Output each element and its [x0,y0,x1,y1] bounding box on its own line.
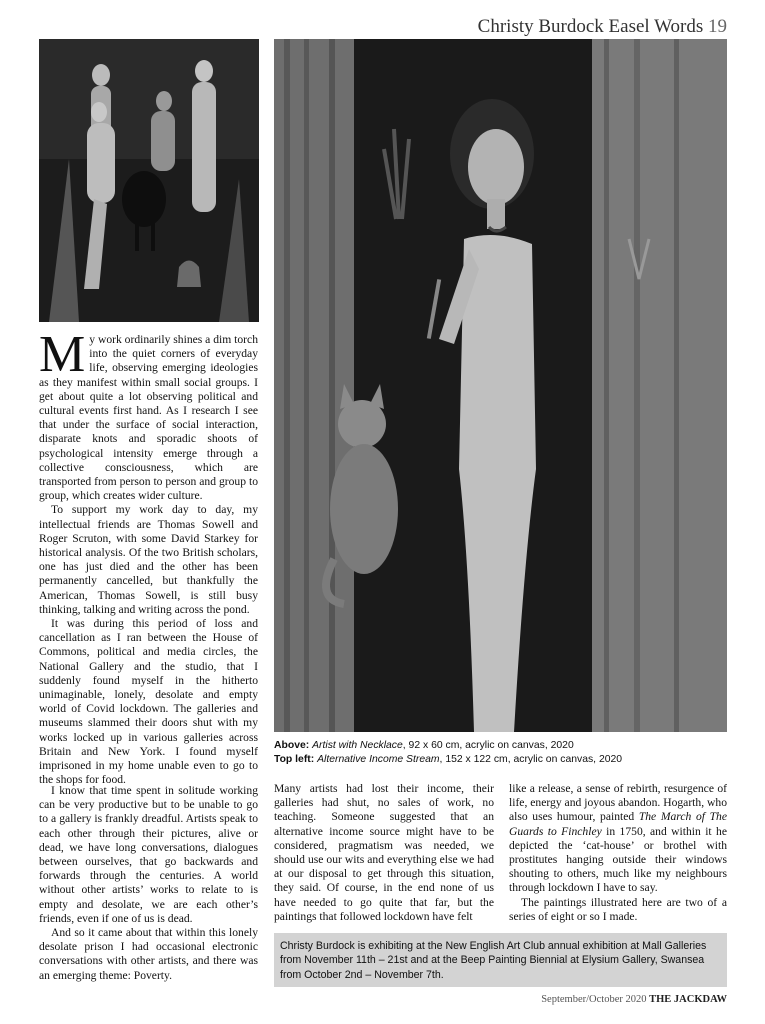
article-column-1-top [39,326,258,788]
article-paragraph: I know that time spent in solitude working can be very productive but to be unable to go to a gallery is frankly dreadful. Artists speak to each other through their pictures, alive or dead, we have long conversations, dialogues between ourselves, that go backwards and forwards through the centuries. A world without other artists’ works to relate to is empty and desolate, we are each other’s friends, even if one of us is dead. [39,784,258,925]
article-column-3 [509,782,727,924]
caption-line-2: Top left: Alternative Income Stream, 152 x 122 cm, acrylic on canvas, 2020 [274,753,623,765]
article-paragraph: The paintings illustrated here are two of a series of eight or so I made. [509,895,727,923]
drop-cap: M [39,326,86,383]
article-column-2 [274,782,494,924]
header-title: Christy Burdock Easel Words [477,16,704,37]
article-paragraph: And so it came about that within this lonely desolate prison I had occasional electronic conversations with other artists, and there was an emerging theme: Poverty. [39,926,258,982]
article-paragraph: My work ordinarily shines a dim torch into the quiet corners of everyday life, observing emerging ideologies as they manifest within small social groups. I get about quite a lot observing political and cultural events first hand. As I research I see that under the surface of social interaction, disparate knots and sporadic shoots of psychological intensity emerge through a collective consciousness, which are transported from person to person and group to group, which creates wider culture. [39,326,258,503]
article-paragraph: It was during this period of loss and cancellation as I ran between the House of Commons, political and media circles, the National Gallery and the studio, that I suddenly found myself in the hitherto unimaginable, lonely, desolate and empty world of Covid lockdown. The galleries and museums slammed their doors shut with my works locked up in various galleries across Britain and New York. I found myself imprisoned in my home unable even to go to the shops for food. [39,617,258,787]
footer-magazine: THE JACKDAW [649,994,727,1005]
article-paragraph: Many artists had lost their income, their galleries had shut, no sales of work, no teaching. Someone suggested that an alternative income source might have to be considered, pragmatism was needed, we should use our wits and everything else we had at our disposal to get through this situation, they said. Of course, in the end none of us have needed to go quite that far, but the paintings that followed lockdown have felt [274,782,494,923]
caption-line-1: Above: Artist with Necklace, 92 x 60 cm, acrylic on canvas, 2020 [274,740,574,751]
page-header [478,16,727,38]
article-column-1-bottom [39,784,258,983]
page-footer [541,994,727,1005]
caption-details-top-left: , 152 x 122 cm, acrylic on canvas, 2020 [439,753,623,765]
painting-image-top-left [39,39,259,322]
exhibition-info-box: Christy Burdock is exhibiting at the New English Art Club annual exhibition at Mall Galleries from November 11th – 21st and at the Beep Painting Biennial at Elysium Gallery, Swansea from October 2nd – November 7th. [274,933,727,987]
article-paragraph: To support my work day to day, my intellectual friends are Thomas Sowell and Roger Scruton, with some David Starkey for historical analysis. Of the two British scholars, one has just died and the other has been permanently cancelled, but thankfully the American, Thomas Sowell, is still busy thinking, talking and writing across the pond. [39,503,258,616]
artwork-title: The March of The Guards to Finchley [509,810,727,838]
image-caption [274,739,727,766]
painting-image-main [274,39,727,732]
caption-title-top-left: Alternative Income Stream [317,753,440,765]
caption-details-above: , 92 x 60 cm, acrylic on canvas, 2020 [402,740,574,751]
article-paragraph: like a release, a sense of rebirth, resurgence of life, energy and joyous abandon. Hogarth, who also uses humour, painted The March of The Guards to Finchley in 1750, and within it he depicted the ‘cat-house’ or brothel with prostitutes hanging outside their windows shouting to others, much like my neighbours through lockdown I have to say. [509,782,727,895]
caption-title-above: Artist with Necklace [312,740,403,751]
footer-date: September/October 2020 [541,994,647,1005]
caption-label-top-left: Top left [274,753,311,765]
caption-label-above: Above [274,740,306,751]
page-number: 19 [708,16,727,37]
